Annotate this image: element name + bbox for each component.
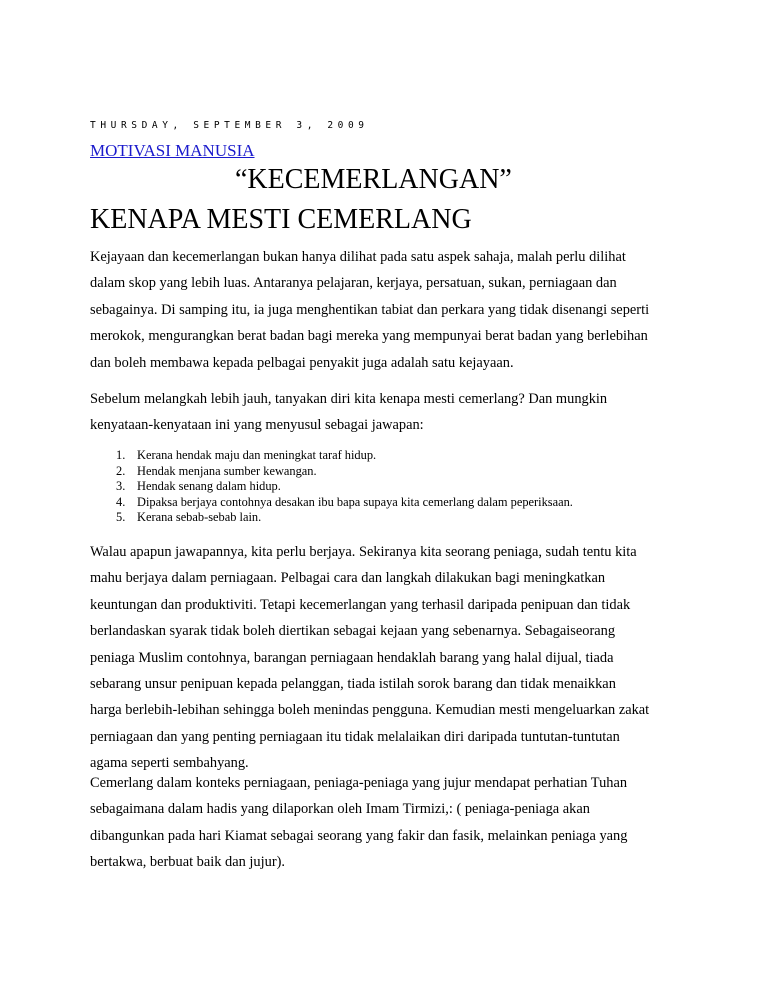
article-title: “KECEMERLANGAN” xyxy=(235,164,512,195)
paragraph-line: dalam skop yang lebih luas. Antaranya pelajaran, kerjaya, persatuan, sukan, perniagaan dan xyxy=(90,275,617,292)
paragraph-line: mahu berjaya dalam perniagaan. Pelbagai cara dan langkah dilakukan bagi meningkatkan xyxy=(90,570,606,587)
list-item xyxy=(90,510,573,526)
paragraph-line: kenyataan-kenyataan ini yang menyusul sebagai jawapan: xyxy=(90,417,424,434)
paragraph-business xyxy=(90,539,690,777)
paragraph-line: Walau apapun jawapannya, kita perlu berjaya. Sekiranya kita seorang peniaga, sudah tentu kita xyxy=(90,544,637,560)
paragraph-line: sebagaimana dalam hadis yang dilaporkan oleh Imam Tirmizi,: ( peniaga-peniaga akan xyxy=(90,801,590,818)
paragraph-hadith xyxy=(90,770,690,876)
paragraph-line: merokok, mengurangkan berat badan bagi mereka yang mempunyai berat badan yang berlebihan xyxy=(90,328,648,345)
paragraph-line: Sebelum melangkah lebih jauh, tanyakan diri kita kenapa mesti cemerlang? Dan mungkin xyxy=(90,391,608,407)
paragraph-line: perniagaan dan yang penting perniagaan itu tidak melalaikan diri daripada tuntutan-tuntutan xyxy=(90,728,620,745)
list-item-text: Dipaksa berjaya contohnya desakan ibu bapa supaya kita cemerlang dalam peperiksaan. xyxy=(137,494,573,509)
list-item-number: 3. xyxy=(116,479,126,493)
list-item-text: Hendak senang dalam hidup. xyxy=(137,479,281,493)
list-item-number: 2. xyxy=(116,463,126,478)
paragraph-line: dan boleh membawa kepada pelbagai penyakit juga adalah satu kejayaan. xyxy=(90,354,514,371)
paragraph-line: sebagainya. Di samping itu, ia juga menghentikan tabiat dan perkara yang tidak disenangi seperti xyxy=(90,301,650,318)
paragraph-line: Kejayaan dan kecemerlangan bukan hanya dilihat pada satu aspek sahaja, malah perlu dilihat xyxy=(90,249,626,265)
paragraph-line: dibangunkan pada hari Kiamat sebagai seorang yang fakir dan fasik, melainkan peniaga yang xyxy=(90,827,628,844)
paragraph-line: berlandaskan syarak tidak boleh diertikan sebagai kejaan yang sebenarnya. Sebagaiseorang xyxy=(90,623,616,640)
list-item xyxy=(90,448,573,464)
list-item-number: 4. xyxy=(116,494,126,509)
paragraph-line: sebarang unsur penipuan kepada pelanggan, tiada istilah sorok barang dan tidak menaikkan xyxy=(90,676,616,693)
post-title-link[interactable]: MOTIVASI MANUSIA xyxy=(90,141,255,160)
paragraph-line: harga berlebih-lebihan sehingga boleh menindas pengguna. Kemudian mesti mengeluarkan zakat xyxy=(90,702,650,719)
list-item-text: Hendak menjana sumber kewangan. xyxy=(137,463,317,478)
section-heading: KENAPA MESTI CEMERLANG xyxy=(90,204,472,235)
list-item xyxy=(90,464,573,480)
list-item xyxy=(90,479,573,495)
list-item-text: Kerana hendak maju dan meningkat taraf hidup. xyxy=(137,448,377,462)
reasons-list xyxy=(90,448,573,526)
list-item-text: Kerana sebab-sebab lain. xyxy=(137,510,262,524)
paragraph-line: agama seperti sembahyang. xyxy=(90,755,249,772)
list-item-number: 1. xyxy=(116,448,126,462)
paragraph-line: peniaga Muslim contohnya, barangan perniagaan hendaklah barang yang halal dijual, tiada xyxy=(90,649,614,666)
paragraph-question xyxy=(90,386,690,439)
paragraph-intro xyxy=(90,244,690,376)
paragraph-line: Cemerlang dalam konteks perniagaan, peniaga-peniaga yang jujur mendapat perhatian Tuhan xyxy=(90,775,628,791)
list-item-number: 5. xyxy=(116,510,126,524)
paragraph-line: bertakwa, berbuat baik dan jujur). xyxy=(90,854,285,871)
post-date: THURSDAY, SEPTEMBER 3, 2009 xyxy=(90,120,369,131)
list-item xyxy=(90,495,573,511)
paragraph-line: keuntungan dan produktiviti. Tetapi kecemerlangan yang terhasil daripada penipuan dan tidak xyxy=(90,596,631,613)
